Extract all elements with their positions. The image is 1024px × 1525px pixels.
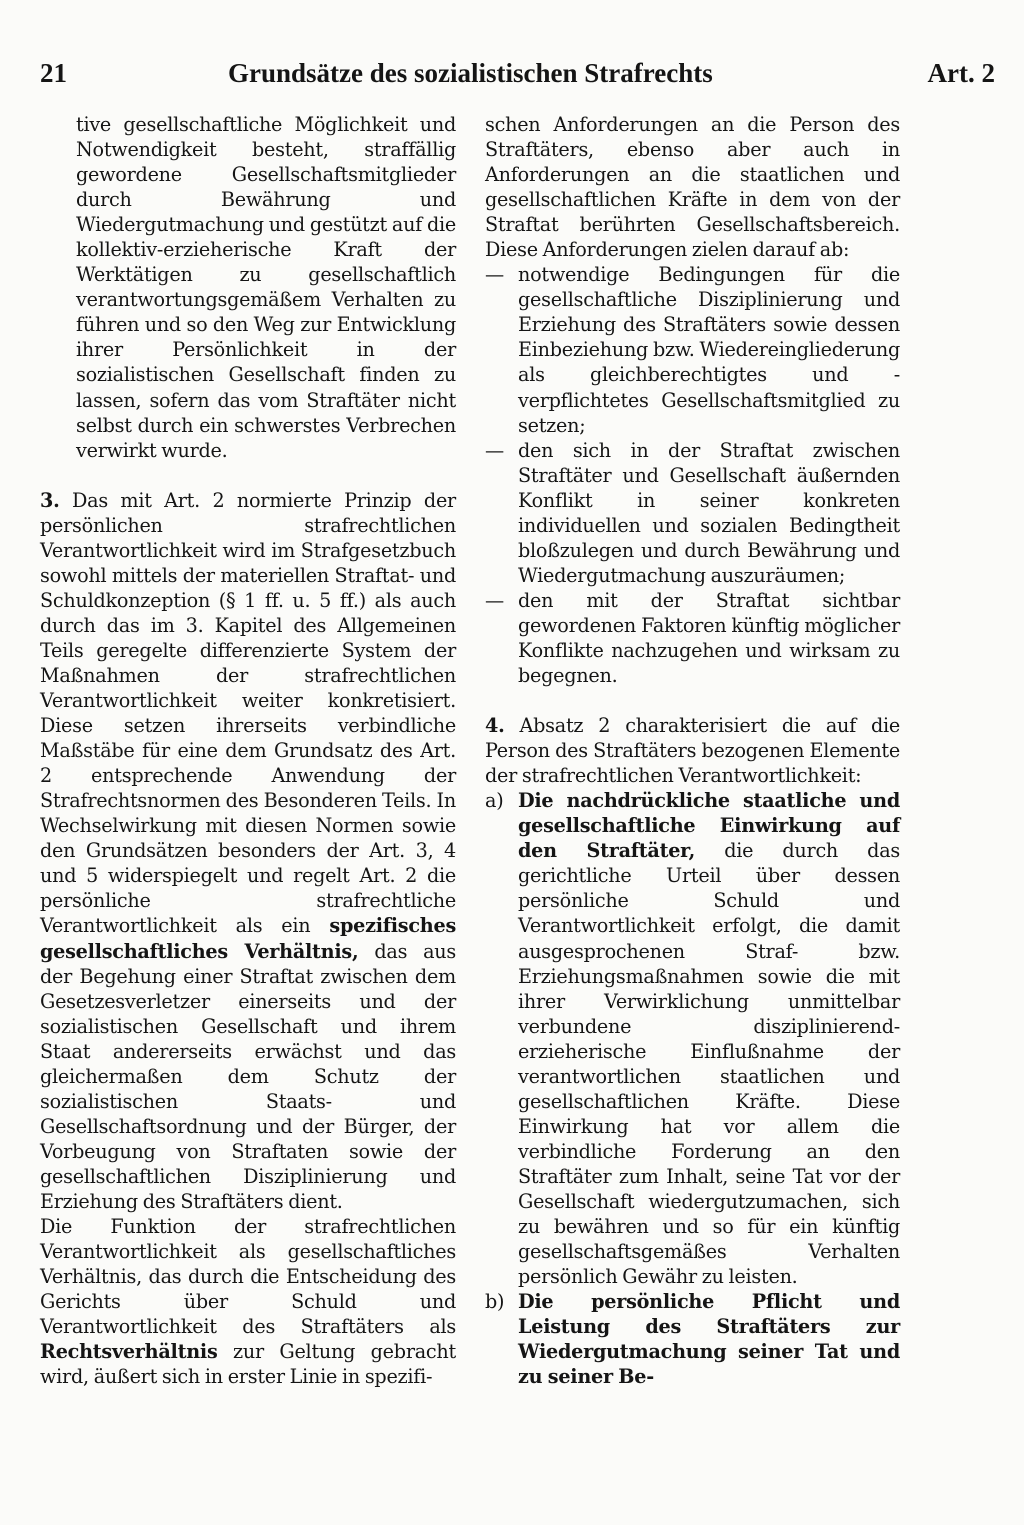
dash-list-item — [485, 588, 900, 688]
article-label: Art. 2 — [927, 58, 995, 88]
paragraph-text: Das mit Art. 2 normierte Prinzip der persönlichen strafrechtlichen Verantwortlichkeit wird im Strafgesetzbuch sowohl mittels der materiellen Straftat- und Schuldkonzeption (§ 1 ff. u. 5 ff.) als auch durch das im 3. Kapitel des Allgemeinen Teils geregelte differenzierte System der Maßnahmen der strafrechtlichen Verantwortlichkeit weiter konkretisiert. Diese setzen ihrerseits verbindliche Maßstäbe für eine dem Grundsatz des Art. 2 entsprechende Anwendung der Strafrechtsnormen des Besonderen Teils. In Wechselwirkung mit diesen Normen sowie den Grundsätzen besonders der Art. 3, 4 und 5 widerspiegelt und regelt Art. 2 die persönliche strafrechtliche Verantwortlichkeit als ein — [40, 488, 456, 938]
paragraph-number: 3. — [40, 488, 60, 512]
paragraph-4 — [485, 713, 900, 788]
dash-list-item — [485, 438, 900, 588]
item-marker: b) — [485, 1290, 505, 1314]
dash-marker: — — [485, 438, 504, 462]
paragraph-text: zur Geltung gebracht wird, äußert sich in erster Linie in spezifi- — [40, 1340, 456, 1389]
paragraph-gap — [40, 463, 456, 488]
emphasis-text: spezifisches gesellschaftliches Verhältnis, — [40, 914, 456, 963]
list-item-text: notwendige Bedingungen für die gesellschaftliche Disziplinierung und Erziehung des Straftäters sowie dessen Einbeziehung bzw. Wiedereingliederung als gleichberechtigtes und -verpflichtetes Gesellschaftsmitglied zu setzen; — [518, 263, 900, 437]
list-item-text: den sich in der Straftat zwischen Straftäter und Gesellschaft äußernden Konflikt in seiner konkreten individuellen und sozialen Bedingtheit bloßzulegen und durch Bewährung und Wiedergutmachung auszuräumen; — [518, 438, 900, 587]
list-item-a — [485, 788, 900, 1289]
list-item-text — [518, 1289, 900, 1389]
page-number: 21 — [40, 58, 67, 88]
paragraph-continuation: schen Anforderungen an die Person des Straftäters, ebenso aber auch in Anforderungen an die staatlichen und gesellschaftlichen Kräfte in dem von der Straftat berührten Gesellschaftsbereich. Diese Anforderungen zielen darauf ab: — [485, 113, 900, 262]
emphasis-text: Die nachdrückliche staatliche und gesellschaftliche Einwirkung auf den Straftäter, — [518, 789, 900, 863]
paragraph-text: das aus der Begehung einer Straftat zwischen dem Gesetzesverletzer einerseits und der sozialistischen Gesellschaft und ihrem Staat andererseits erwächst und das gleichermaßen dem Schutz der sozialistischen Staats- und Gesellschaftsordnung und der Bürger, der Vorbeugung von Straftaten sowie der gesellschaftlichen Disziplinierung und Erziehung des Straftäters dient. — [40, 939, 456, 1213]
emphasis-text: Die persönliche Pflicht und Leistung des Straftäters zur Wiedergutmachung seiner Tat und zu seiner Be- — [518, 1290, 900, 1389]
emphasis-text: Rechtsverhältnis — [40, 1340, 218, 1364]
dash-list-item — [485, 262, 900, 437]
paragraph-3 — [40, 488, 456, 1214]
dash-marker: — — [485, 263, 504, 287]
paragraph-function — [40, 1214, 456, 1389]
left-column — [40, 112, 456, 1389]
paragraph-text: Absatz 2 charakterisiert die auf die Person des Straftäters bezogenen Elemente der strafrechtlichen Verantwortlichkeit: — [485, 714, 900, 788]
list-item-b — [485, 1289, 900, 1389]
dash-marker: — — [485, 588, 504, 612]
paragraph-number: 4. — [485, 714, 505, 738]
running-head — [40, 58, 995, 98]
paragraph-text: die durch das gerichtliche Urteil über dessen persönliche Schuld und Verantwortlichkeit erfolgt, die damit ausgesprochenen Straf- bzw. Erziehungsmaßnahmen sowie die mit ihrer Verwirklichung unmittelbar verbundene disziplinierend-erzieherische Einflußnahme der verantwortlichen staatlichen und gesellschaftlichen Kräfte. Diese Einwirkung hat vor allem die verbindliche Forderung an den Straftäter zum Inhalt, seine Tat vor der Gesellschaft wiedergutzumachen, sich zu bewähren und so für ein künftig gesellschaftsgemäßes Verhalten persönlich Gewähr zu leisten. — [518, 839, 900, 1289]
list-item-text — [518, 788, 900, 1289]
paragraph-continuation: tive gesellschaftliche Möglichkeit und Notwendigkeit besteht, straffällig gewordene Gesellschaftsmitglieder durch Bewährung und Wiedergutmachung und gestützt auf die kollektiv-erzieherische Kraft der Werktätigen zu gesellschaftlich verantwortungsgemäßem Verhalten zu führen und so den Weg zur Entwicklung ihrer Persönlichkeit in der sozialistischen Gesellschaft finden zu lassen, sofern das vom Straftäter nicht selbst durch ein schwerstes Verbrechen verwirkt wurde. — [76, 113, 456, 462]
paragraph-text: Die Funktion der strafrechtlichen Verantwortlichkeit als gesellschaftliches Verhältnis, das durch die Entscheidung des Gerichts über Schuld und Verantwortlichkeit des Straftäters als — [40, 1215, 456, 1339]
item-marker: a) — [485, 789, 504, 813]
paragraph-gap — [485, 688, 900, 713]
list-item-text: den mit der Straftat sichtbar gewordenen Faktoren künftig möglicher Konflikte nachzugehen und wirksam zu begegnen. — [518, 588, 900, 688]
right-column — [485, 112, 900, 1389]
chapter-title: Grundsätze des sozialistischen Strafrechts — [228, 58, 713, 88]
